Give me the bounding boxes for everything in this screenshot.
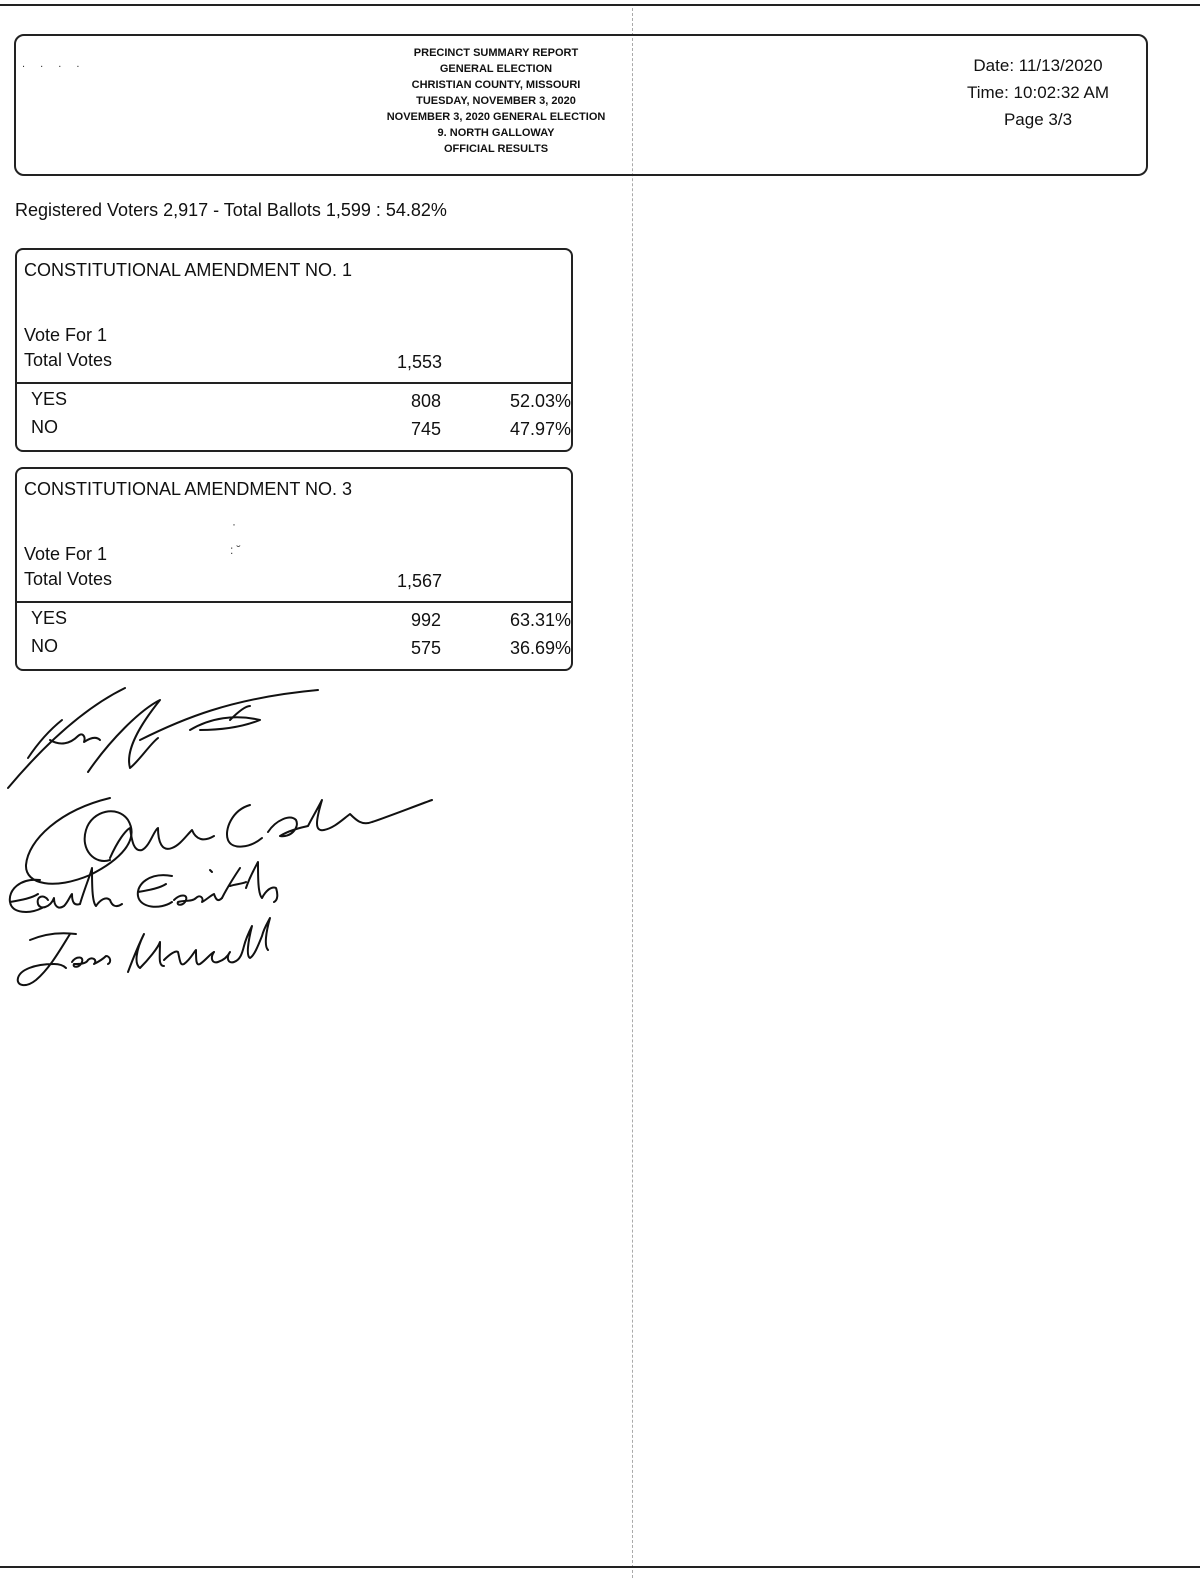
- election-name: GENERAL ELECTION: [439, 63, 553, 75]
- choice-percent: 36.69%: [509, 638, 571, 658]
- scan-speck: : ˘: [230, 543, 241, 557]
- total-votes-value: 1,553: [396, 352, 442, 372]
- election-full-name: NOVEMBER 3, 2020 GENERAL ELECTION: [386, 111, 606, 123]
- choice-label: NO: [31, 417, 58, 437]
- signatures-block: [0, 680, 460, 1000]
- signature-4: [18, 918, 270, 985]
- choice-label: YES: [31, 389, 68, 409]
- page-number: Page 3/3: [1003, 110, 1073, 129]
- report-title: PRECINCT SUMMARY REPORT: [413, 47, 579, 59]
- choice-row-no: [31, 636, 571, 662]
- signature-1: [8, 688, 318, 788]
- contest-box: [15, 248, 573, 452]
- total-votes-value: 1,567: [396, 571, 442, 591]
- top-border-line: [0, 4, 1200, 6]
- contest-title: CONSTITUTIONAL AMENDMENT NO. 1: [24, 260, 353, 280]
- registered-voters-summary: Registered Voters 2,917 - Total Ballots 1,599 : 54.82%: [15, 200, 447, 220]
- contest-divider: [17, 601, 571, 603]
- choice-votes: 575: [410, 638, 441, 658]
- contest-divider: [17, 382, 571, 384]
- contest-title: CONSTITUTIONAL AMENDMENT NO. 3: [24, 479, 353, 499]
- signature-3: [10, 862, 278, 912]
- report-title-block: [346, 45, 646, 157]
- report-date: Date: 11/13/2020: [973, 56, 1103, 75]
- choice-votes: 745: [410, 419, 441, 439]
- results-status: OFFICIAL RESULTS: [443, 143, 549, 155]
- choice-row-yes: [31, 608, 571, 634]
- report-header: [14, 34, 1148, 176]
- choice-label: NO: [31, 636, 58, 656]
- election-date: TUESDAY, NOVEMBER 3, 2020: [416, 95, 576, 107]
- precinct-name: 9. NORTH GALLOWAY: [437, 127, 555, 139]
- choice-row-yes: [31, 389, 571, 415]
- scan-speck: ·: [232, 517, 236, 531]
- report-time: Time: 10:02:32 AM: [966, 83, 1110, 102]
- total-votes-label: Total Votes: [24, 569, 113, 589]
- choice-votes: 992: [410, 610, 441, 630]
- vote-for-label: Vote For 1: [24, 544, 108, 564]
- total-votes-label: Total Votes: [24, 350, 113, 370]
- scan-marks: . . . .: [22, 58, 86, 70]
- jurisdiction: CHRISTIAN COUNTY, MISSOURI: [411, 79, 581, 91]
- vote-for-label: Vote For 1: [24, 325, 108, 345]
- choice-percent: 52.03%: [509, 391, 571, 411]
- choice-votes: 808: [410, 391, 441, 411]
- choice-percent: 63.31%: [509, 610, 571, 630]
- contest-box: [15, 467, 573, 671]
- page-fold-line: [632, 8, 633, 1578]
- report-meta: [938, 52, 1138, 133]
- bottom-border-line: [0, 1566, 1200, 1568]
- choice-row-no: [31, 417, 571, 443]
- choice-label: YES: [31, 608, 68, 628]
- choice-percent: 47.97%: [509, 419, 571, 439]
- signature-2: [26, 798, 432, 884]
